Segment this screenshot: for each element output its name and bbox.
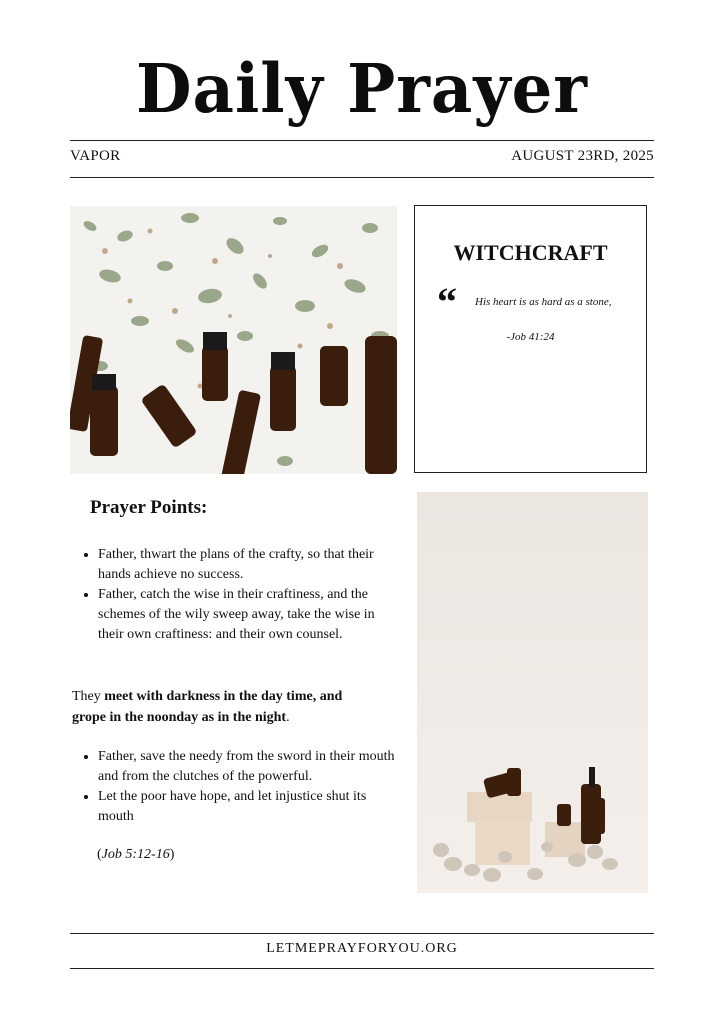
header-top-rule: [70, 140, 654, 141]
list-item: • Father, save the needy from the sword in their mouth and from the clutches of the powerful.: [98, 747, 403, 787]
ref-text: Job 5:12-16: [101, 847, 170, 862]
herbs-bottles-photo: [70, 206, 397, 474]
paragraph-bold: meet with darkness in the day time, and grope in the noonday as in the night: [72, 689, 343, 725]
ref-open: (: [97, 847, 102, 862]
quote-box: [414, 205, 647, 473]
quote-box-heading: WITCHCRAFT: [453, 240, 608, 265]
quote-citation: -Job 41:24: [506, 331, 555, 343]
footer-site: LETMEPRAYFORYOU.ORG: [266, 941, 458, 956]
header-bottom-rule: [70, 177, 654, 178]
footer-bottom-rule: [70, 968, 654, 969]
scripture-reference: [97, 847, 174, 863]
scripture-paragraph: [72, 686, 372, 728]
prayer-points-list-2: [70, 747, 403, 827]
quote-text: His heart is as hard as a stone,: [475, 296, 612, 308]
footer-top-rule: [70, 933, 654, 934]
list-item: • Father, thwart the plans of the crafty, so that their hands achieve no success.: [98, 545, 403, 585]
prayer-points-list-1: [70, 545, 403, 645]
prayer-points-heading: Prayer Points:: [90, 497, 208, 518]
ref-close: ): [169, 847, 175, 862]
paragraph-lead: They: [72, 689, 105, 704]
page-title: Daily Prayer: [136, 50, 588, 129]
list-item: • Let the poor have hope, and let injustice shut its mouth: [98, 787, 403, 827]
list-item: • Father, catch the wise in their craftiness, and the schemes of the wily sweep away, take the wise in their own craftiness: and their own counsel.: [98, 585, 403, 645]
quote-mark-icon: “: [437, 279, 457, 324]
header-author: VAPOR: [70, 148, 121, 164]
stones-bottles-photo: [417, 492, 648, 893]
header-date: AUGUST 23RD, 2025: [511, 148, 654, 164]
paragraph-end: .: [286, 710, 290, 725]
